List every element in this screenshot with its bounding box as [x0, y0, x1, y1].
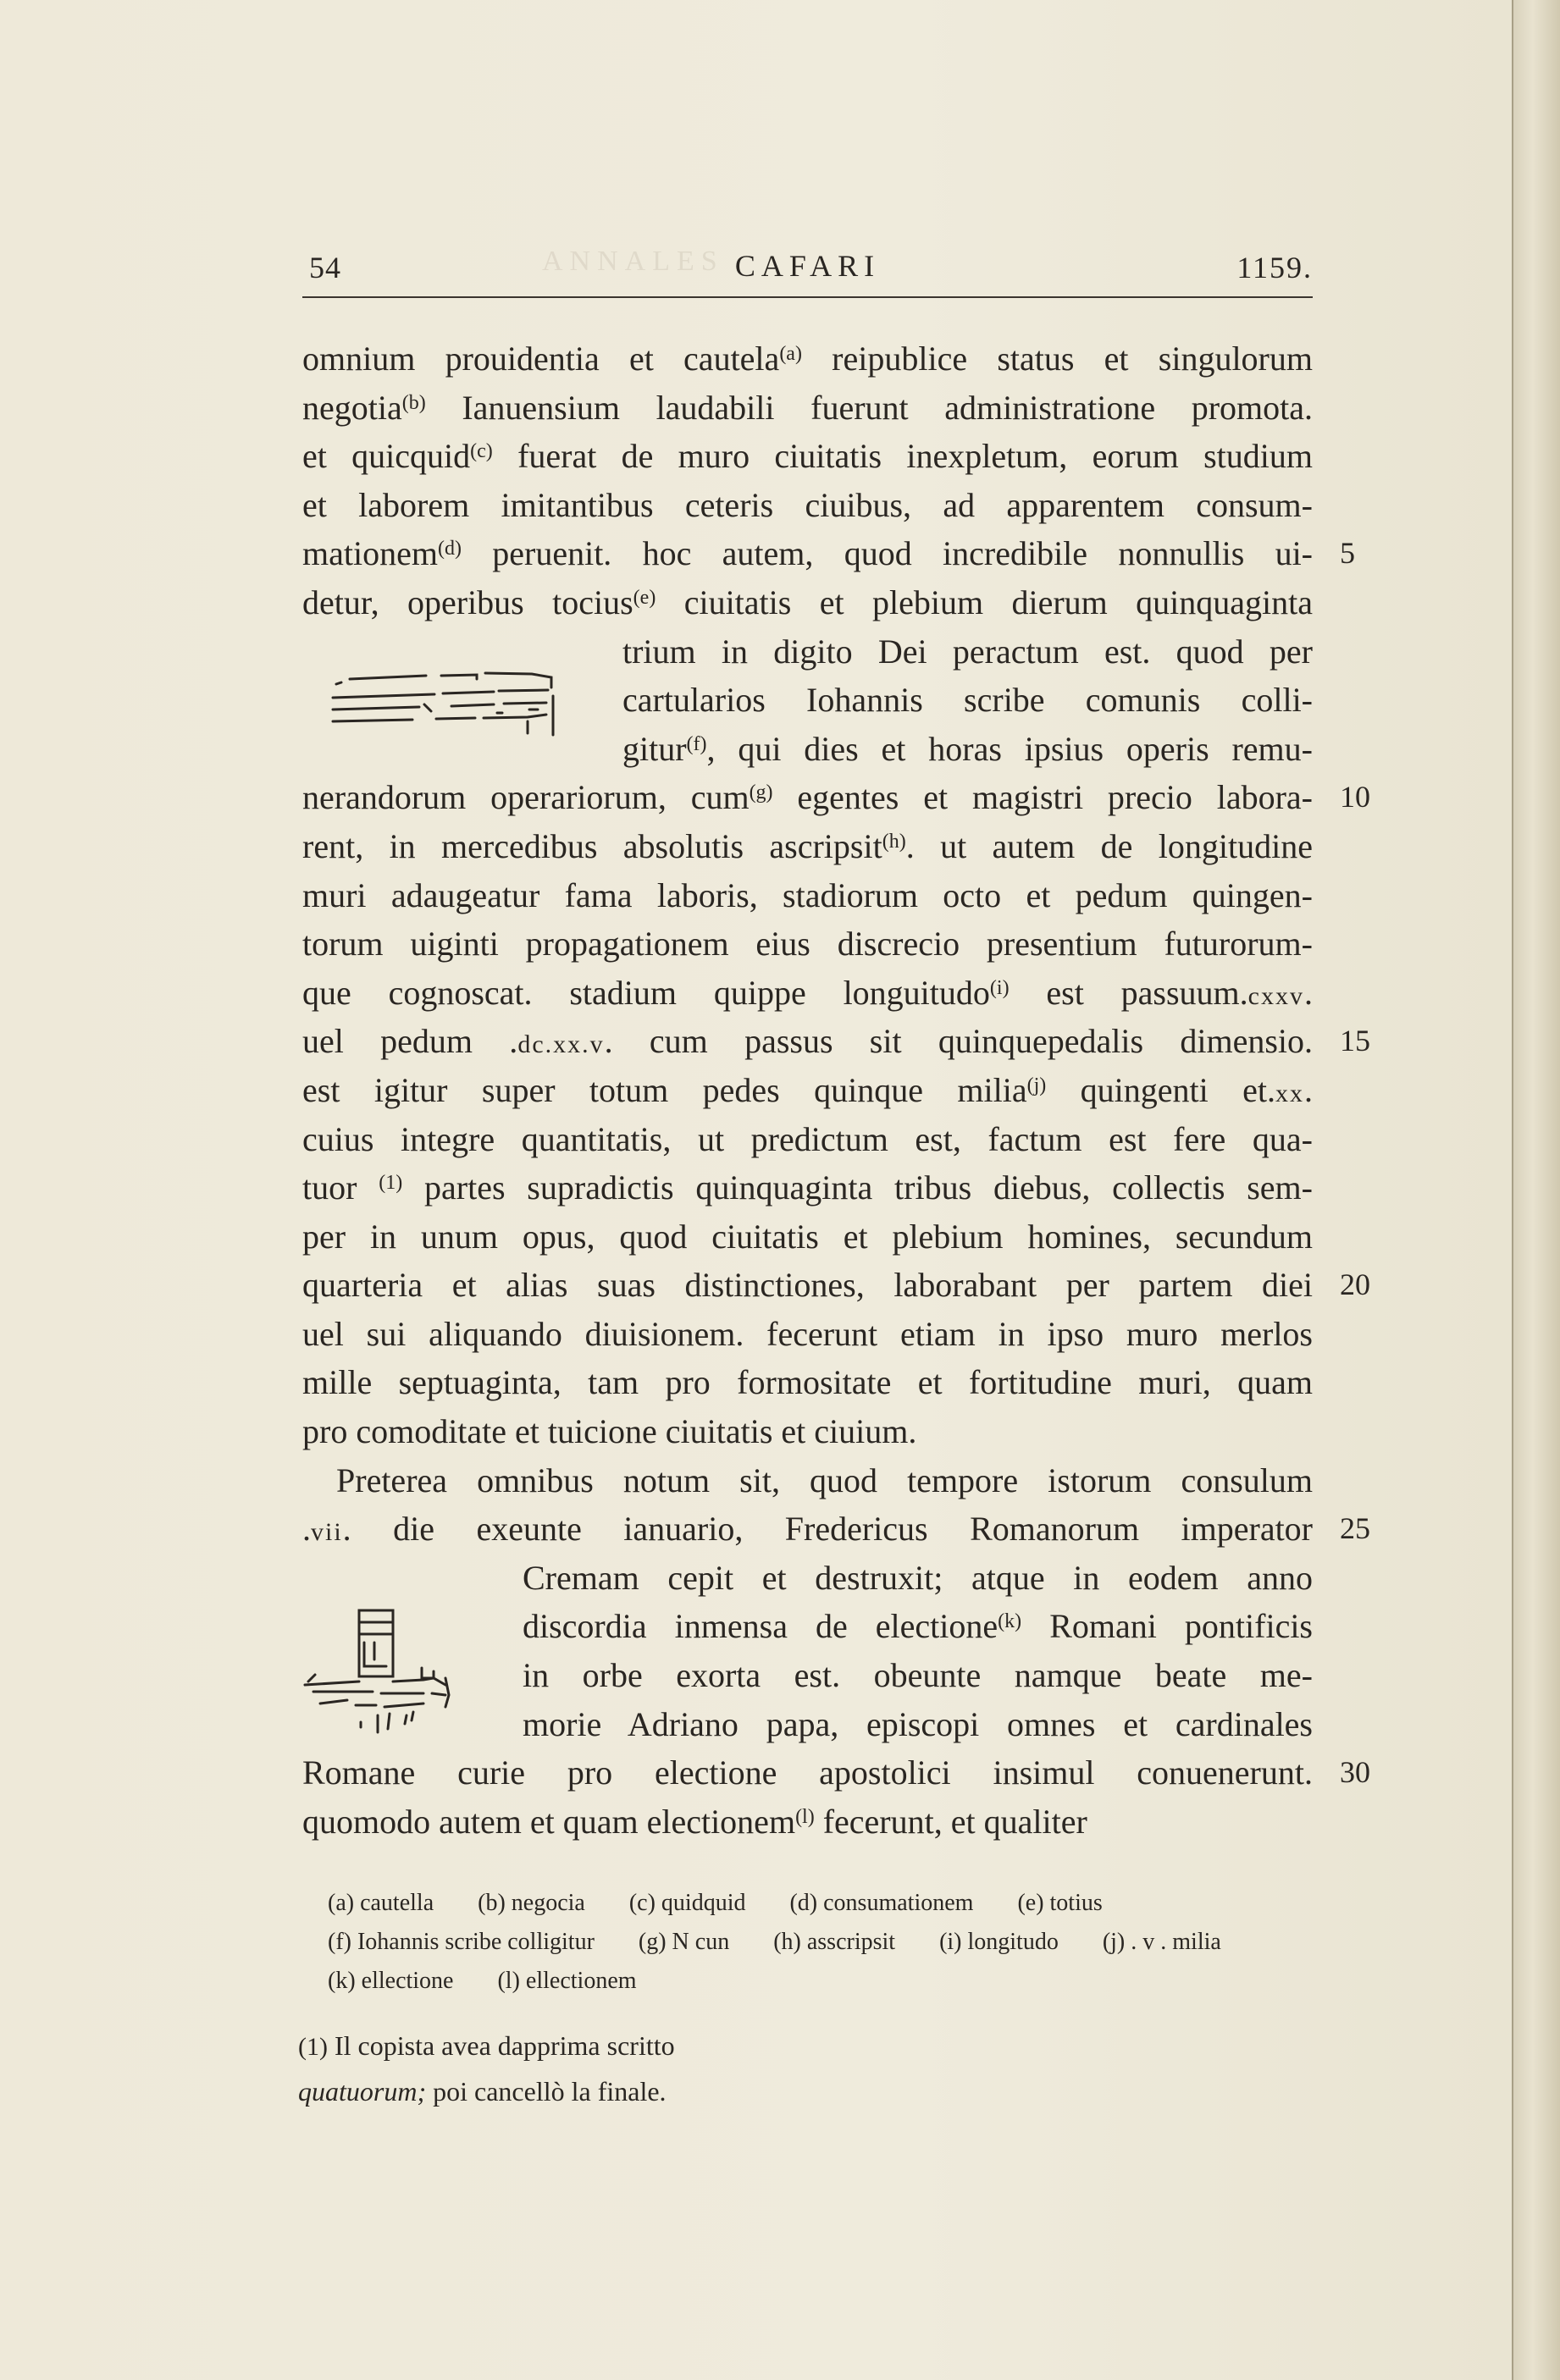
text-segment: Romani pontificis — [1021, 1607, 1313, 1646]
text-line — [523, 1700, 1313, 1749]
variant-reading: (d) consumationem — [789, 1890, 974, 1916]
line-number: 30 — [1340, 1755, 1370, 1790]
text-segment: gitur — [622, 729, 687, 768]
footnote-marker: (g) — [749, 781, 773, 804]
text-line — [523, 1554, 1313, 1603]
page-edge — [1512, 0, 1560, 2380]
text-segment: et laborem imitantibus ceteris ciuibus, ad apparentem consum- — [302, 485, 1313, 524]
variant-reading: (a) cautella — [328, 1890, 434, 1916]
text-line — [302, 529, 1355, 578]
text-segment: . — [302, 1510, 311, 1549]
header-rule — [302, 296, 1313, 298]
text-segment: fecerunt, et qualiter — [814, 1802, 1087, 1841]
note-marker: (1) — [298, 2033, 328, 2061]
text-segment: partes supradictis quinquaginta tribus diebus, collectis sem- — [402, 1168, 1313, 1207]
text-line — [302, 1261, 1370, 1310]
text-segment: muri adaugeatur fama laboris, stadiorum octo et pedum quingen- — [302, 875, 1313, 914]
text-segment: . — [1304, 973, 1313, 1012]
text-segment: torum uiginti propagationem eius discrecio presentium futurorum- — [302, 925, 1313, 964]
note-text: Il copista avea dapprima scritto — [334, 2030, 675, 2061]
roman-numeral: dc.xx.v — [517, 1030, 605, 1059]
footnote-marker: (j) — [1026, 1074, 1047, 1096]
text-segment: cartularios Iohannis scribe comunis colli- — [622, 681, 1313, 720]
editor-note-line-2 — [298, 2069, 675, 2113]
variant-reading: (j) . v . milia — [1102, 1929, 1221, 1955]
text-segment: quingenti et. — [1046, 1070, 1275, 1109]
text-segment: , qui dies et horas ipsius operis remu- — [706, 729, 1313, 768]
text-segment: uel sui aliquando diuisionem. fecerunt etiam in ipso muro merlos — [302, 1314, 1313, 1353]
variant-reading: (b) negocia — [478, 1890, 585, 1916]
text-line — [523, 1651, 1313, 1700]
footnote-marker: (e) — [633, 586, 656, 609]
text-line — [302, 1115, 1313, 1164]
line-number: 10 — [1340, 780, 1370, 815]
footnote-marker: (a) — [779, 343, 802, 365]
text-line — [302, 481, 1313, 530]
text-line — [302, 1163, 1313, 1212]
line-number: 5 — [1340, 536, 1355, 571]
text-line — [302, 1748, 1370, 1797]
text-line — [302, 578, 1313, 627]
text-line — [302, 1456, 1313, 1505]
text-line — [302, 1797, 1313, 1847]
text-line — [523, 1602, 1313, 1651]
running-title: CAFARI — [734, 249, 881, 283]
variant-reading: (e) totius — [1017, 1890, 1103, 1916]
variant-reading: (i) longitudo — [939, 1929, 1059, 1955]
text-segment: quarteria et alias suas distinctiones, laborabant per partem diei — [302, 1266, 1313, 1305]
text-segment: peruenit. hoc autem, quod incredibile nonnullis ui- — [461, 534, 1313, 573]
year-heading: 1159. — [1236, 251, 1313, 284]
editor-note-line-1 — [298, 2024, 675, 2069]
text-line — [302, 1407, 1313, 1456]
text-segment: est igitur super totum pedes quinque milia — [302, 1070, 1027, 1109]
text-line — [302, 919, 1313, 969]
line-number: 20 — [1340, 1267, 1370, 1302]
footnote-marker: (1) — [379, 1172, 403, 1195]
footnote-marker: (h) — [882, 830, 906, 853]
text-segment: morie Adriano papa, episcopi omnes et cardinales — [523, 1704, 1313, 1743]
text-line — [622, 725, 1313, 774]
text-line — [302, 432, 1313, 481]
text-line — [302, 1505, 1370, 1554]
text-segment: nerandorum operariorum, cum — [302, 778, 750, 817]
text-segment: Cremam cepit et destruxit; atque in eodem anno — [523, 1558, 1313, 1597]
text-line — [302, 334, 1313, 384]
footnote-marker: (i) — [989, 976, 1010, 999]
text-segment: pro comoditate et tuicione ciuitatis et ciuium. — [302, 1412, 917, 1451]
variant-reading-row — [328, 1884, 1310, 1923]
show-through-text: ANNALES — [542, 246, 724, 277]
text-line — [302, 1212, 1313, 1262]
text-segment: mationem — [302, 534, 438, 573]
variant-readings — [328, 1884, 1310, 2001]
note-text-rest: poi cancellò la finale. — [426, 2076, 667, 2107]
text-segment: ciuitatis et plebium dierum quinquaginta — [656, 583, 1314, 621]
line-number: 15 — [1340, 1024, 1370, 1058]
text-line — [622, 676, 1313, 725]
fortress-sketch-drawing — [296, 1600, 474, 1748]
variant-reading: (k) ellectione — [328, 1968, 454, 1994]
text-segment: tuor — [302, 1168, 379, 1207]
text-segment: uel pedum . — [302, 1022, 518, 1061]
footnote-marker: (d) — [437, 538, 462, 560]
text-segment: quomodo autem et quam electionem — [302, 1802, 796, 1841]
text-line — [622, 627, 1313, 676]
text-segment: Romane curie pro electione apostolici insimul conuenerunt. — [302, 1753, 1313, 1792]
variant-reading: (l) ellectionem — [497, 1968, 637, 1994]
variant-reading: (c) quidquid — [628, 1890, 746, 1916]
editor-note — [298, 2024, 675, 2113]
text-segment: Ianuensium laudabili fuerunt administratione promota. — [425, 388, 1313, 427]
text-segment: fuerat de muro ciuitatis inexpletum, eorum studium — [492, 437, 1313, 476]
variant-reading: (f) Iohannis scribe colligitur — [328, 1929, 595, 1955]
text-segment: reipublice status et singulorum — [801, 340, 1313, 378]
text-segment: trium in digito Dei peractum est. quod per — [622, 632, 1313, 671]
text-segment: . ut autem de longitudine — [905, 826, 1313, 865]
text-line — [302, 1066, 1313, 1115]
variant-reading-row — [328, 1962, 1310, 2001]
text-segment: detur, operibus tocius — [302, 583, 633, 621]
roman-numeral: xx — [1275, 1079, 1304, 1107]
footnote-marker: (k) — [998, 1610, 1022, 1633]
text-segment: est passuum. — [1009, 973, 1248, 1012]
text-segment: et quicquid — [302, 437, 471, 476]
text-line — [302, 1358, 1313, 1407]
text-line — [302, 384, 1313, 433]
text-segment: egentes et magistri precio labora- — [772, 778, 1313, 817]
text-line — [302, 773, 1370, 822]
text-segment: que cognoscat. stadium quippe longuitudo — [302, 973, 990, 1012]
text-line — [302, 871, 1313, 920]
text-segment: discordia inmensa de electione — [523, 1607, 999, 1646]
roman-numeral: cxxv — [1247, 981, 1304, 1010]
variant-reading: (g) N cun — [638, 1929, 730, 1955]
footnote-marker: (l) — [795, 1805, 815, 1828]
text-segment: cuius integre quantitatis, ut predictum est, factum est fere qua- — [302, 1119, 1313, 1158]
roman-numeral: vii — [311, 1518, 343, 1547]
text-line — [302, 1310, 1313, 1359]
text-line — [302, 822, 1313, 871]
page-number: 54 — [309, 251, 341, 284]
text-segment: omnium prouidentia et cautela — [302, 340, 780, 378]
text-segment: mille septuaginta, tam pro formositate et fortitudine muri, quam — [302, 1363, 1313, 1402]
line-number: 25 — [1340, 1511, 1370, 1546]
text-segment: rent, in mercedibus absolutis ascripsit — [302, 826, 882, 865]
footnote-marker: (f) — [686, 732, 707, 755]
text-segment: negotia — [302, 388, 402, 427]
footnote-marker: (c) — [470, 440, 493, 463]
text-segment: in orbe exorta est. obeunte namque beate me- — [523, 1656, 1313, 1695]
variant-reading: (h) asscripsit — [773, 1929, 896, 1955]
page-edge-line — [1512, 0, 1513, 2380]
text-line — [302, 969, 1313, 1018]
wall-sketch-drawing — [324, 662, 578, 747]
text-segment: . — [1303, 1070, 1313, 1109]
note-italic-word: quatuorum; — [298, 2076, 427, 2107]
footnote-marker: (b) — [401, 391, 426, 414]
text-line — [302, 1017, 1370, 1066]
text-segment: per in unum opus, quod ciuitatis et plebium homines, secundum — [302, 1217, 1313, 1256]
running-head — [302, 246, 1313, 296]
variant-reading-row — [328, 1923, 1310, 1962]
text-segment: Preterea omnibus notum sit, quod tempore istorum consulum — [336, 1461, 1313, 1499]
text-segment: . die exeunte ianuario, Fredericus Romanorum imperator — [342, 1510, 1313, 1549]
text-segment: . cum passus sit quinquepedalis dimensio. — [604, 1022, 1313, 1061]
